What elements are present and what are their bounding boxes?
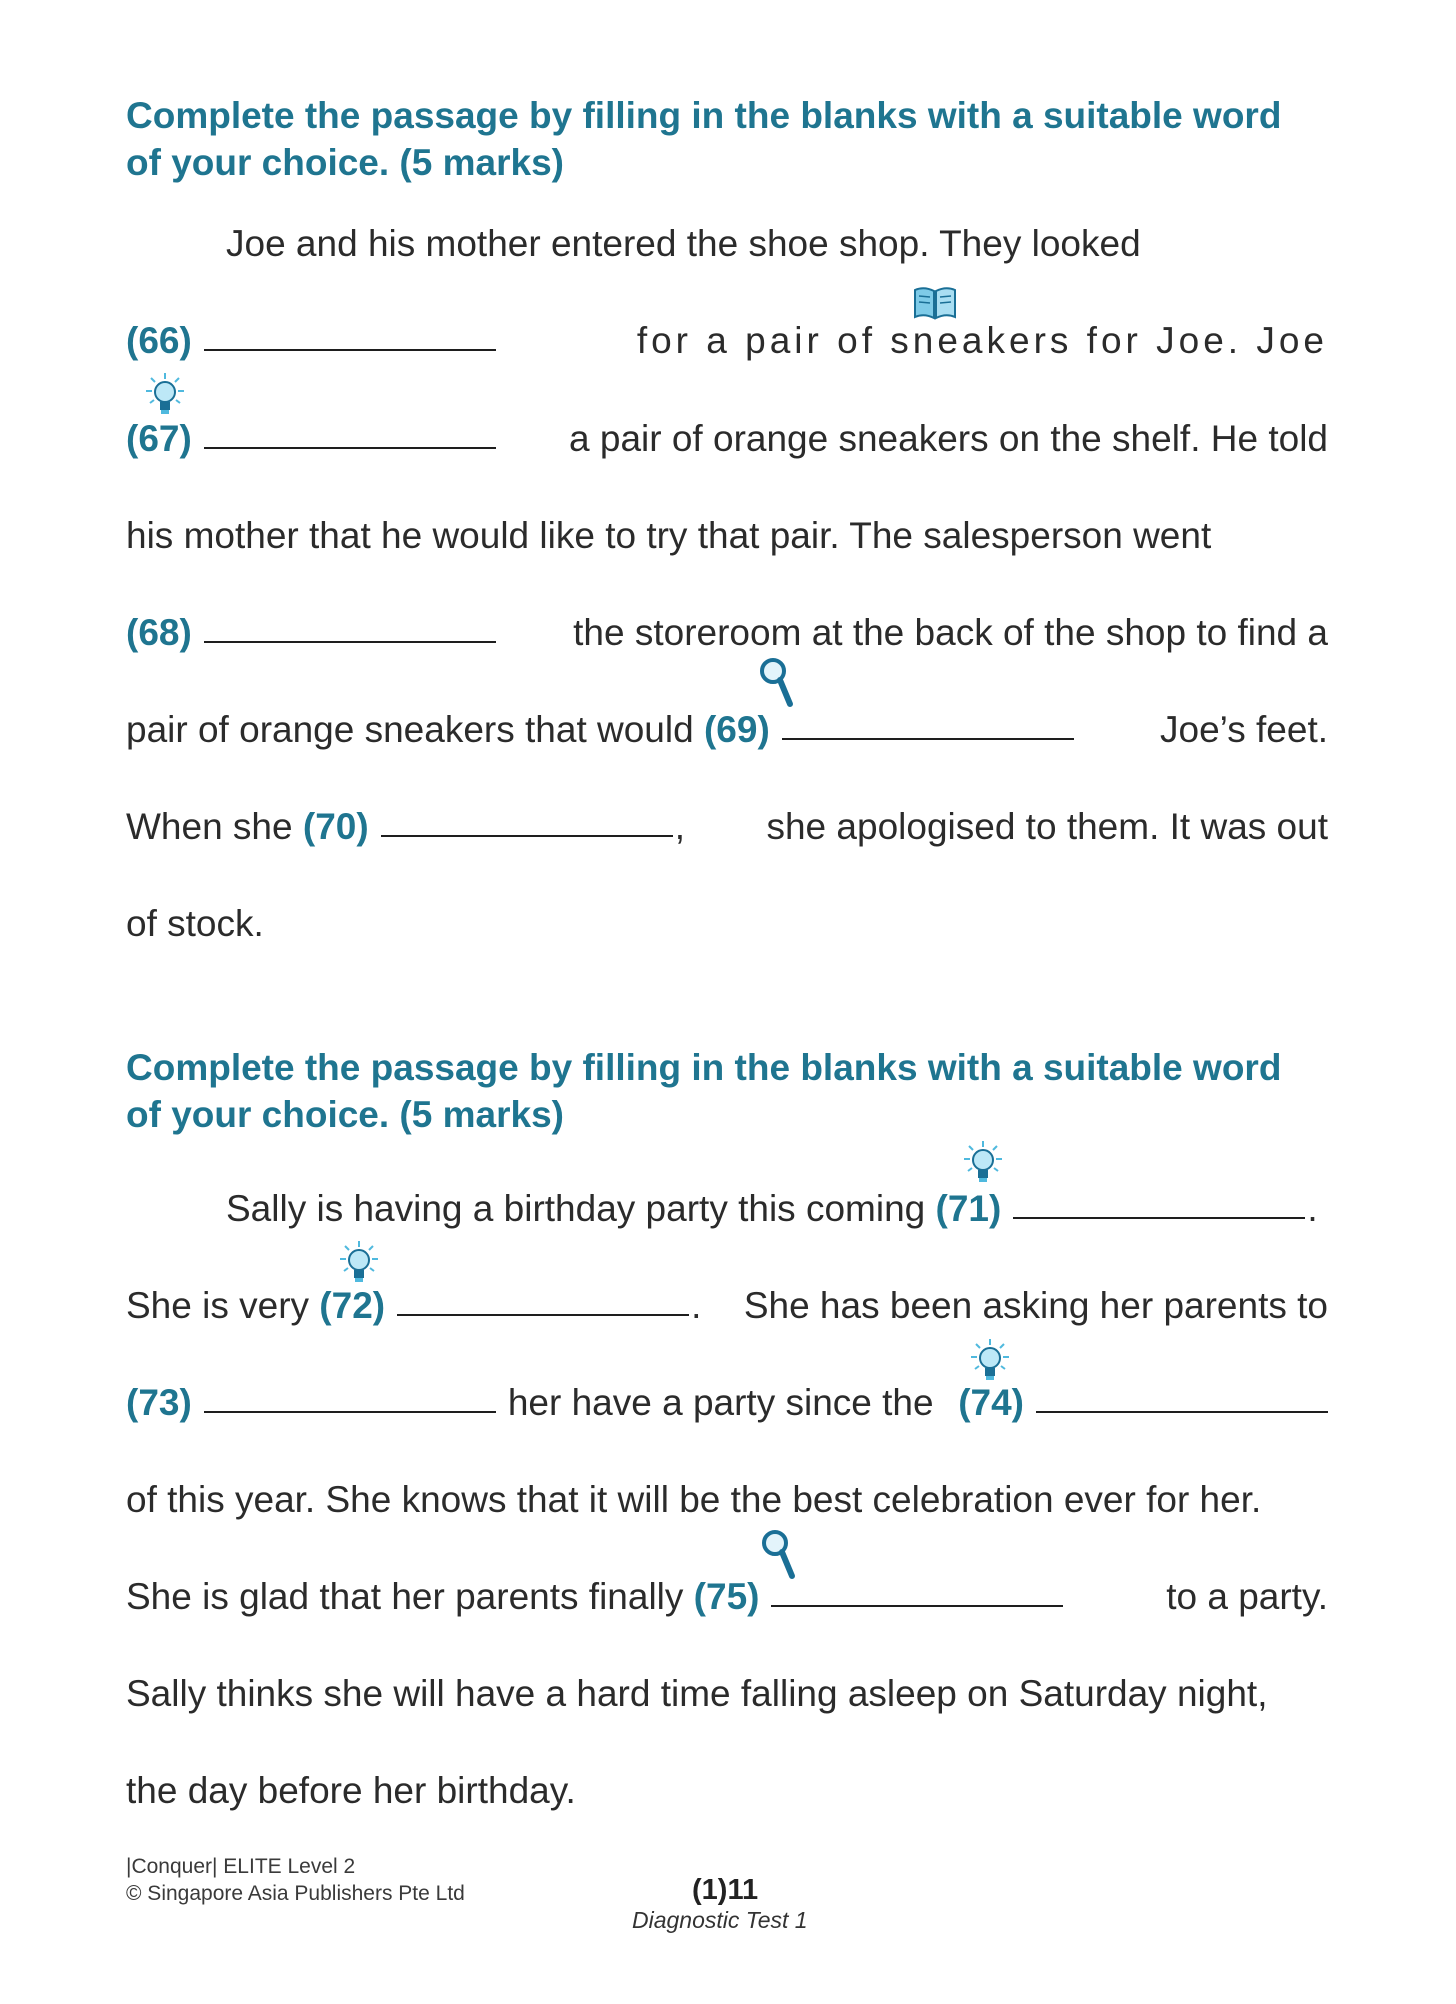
passage2-line-1: Sally is having a birthday party this coming (71) . <box>226 1184 1328 1234</box>
passage1-line-5: (68) the storeroom at the back of the shop to find a <box>126 612 1328 653</box>
blank-number-74: (74) <box>958 1382 1024 1423</box>
blank-75[interactable] <box>771 1605 1063 1607</box>
blank-number-71: (71) <box>935 1188 1002 1229</box>
lightbulb-icon <box>145 372 185 418</box>
magnifier-icon <box>758 656 794 708</box>
blank-number-75: (75) <box>693 1576 760 1617</box>
blank-72[interactable] <box>397 1314 689 1316</box>
blank-73[interactable] <box>204 1411 496 1413</box>
blank-68[interactable] <box>204 641 496 643</box>
section2-instruction: Complete the passage by filling in the blanks with a suitable word of your choice. (5 marks) <box>126 1047 1282 1135</box>
test-name: Diagnostic Test 1 <box>632 1907 808 1933</box>
blank-number-73: (73) <box>126 1382 192 1423</box>
passage1-line-1: Joe and his mother entered the shoe shop. They looked <box>226 223 1141 264</box>
passage2-line-7: the day before her birthday. <box>126 1770 576 1811</box>
footer-publisher: |Conquer| ELITE Level 2 © Singapore Asia Publishers Pte Ltd <box>126 1855 465 1905</box>
blank-67[interactable] <box>204 447 496 449</box>
passage1-line-6: pair of orange sneakers that would (69) Joe’s feet. <box>126 709 1328 750</box>
blank-66[interactable] <box>204 349 496 351</box>
blank-71[interactable] <box>1013 1217 1305 1219</box>
blank-number-69: (69) <box>703 709 770 750</box>
blank-number-67: (67) <box>126 418 192 459</box>
passage1-line-3: (67) a pair of orange sneakers on the shelf. He told <box>126 418 1328 459</box>
blank-number-68: (68) <box>126 612 192 653</box>
lightbulb-icon <box>970 1338 1010 1384</box>
blank-number-72: (72) <box>319 1285 386 1326</box>
page-number: (1)11 <box>692 1874 759 1906</box>
blank-74[interactable] <box>1036 1411 1328 1413</box>
passage1-line-2: (66) for a pair of sneakers for Joe. Joe <box>126 320 1328 361</box>
passage2-line-5: She is glad that her parents finally (75) to a party. <box>126 1576 1328 1617</box>
blank-number-66: (66) <box>126 320 192 361</box>
passage1-line-4: his mother that he would like to try that pair. The salesperson went <box>126 515 1212 556</box>
blank-69[interactable] <box>782 738 1074 740</box>
section1-instruction: Complete the passage by filling in the blanks with a suitable word of your choice. (5 marks) <box>126 95 1282 183</box>
blank-70[interactable] <box>381 835 673 837</box>
magnifier-icon <box>760 1528 796 1580</box>
passage2-line-3: (73) her have a party since the (74) <box>126 1378 1328 1428</box>
blank-number-70: (70) <box>302 806 369 847</box>
passage2-line-6: Sally thinks she will have a hard time falling asleep on Saturday night, <box>126 1673 1268 1714</box>
lightbulb-icon <box>963 1140 1003 1186</box>
passage2-line-4: of this year. She knows that it will be the best celebration ever for her. <box>126 1479 1262 1520</box>
book-icon <box>912 282 958 322</box>
lightbulb-icon <box>339 1240 379 1286</box>
passage1-line-8: of stock. <box>126 903 264 944</box>
passage2-line-2: She is very (72) . She has been asking her parents to <box>126 1285 1328 1326</box>
passage1-line-7: When she (70) , she apologised to them. It was out <box>126 806 1328 847</box>
